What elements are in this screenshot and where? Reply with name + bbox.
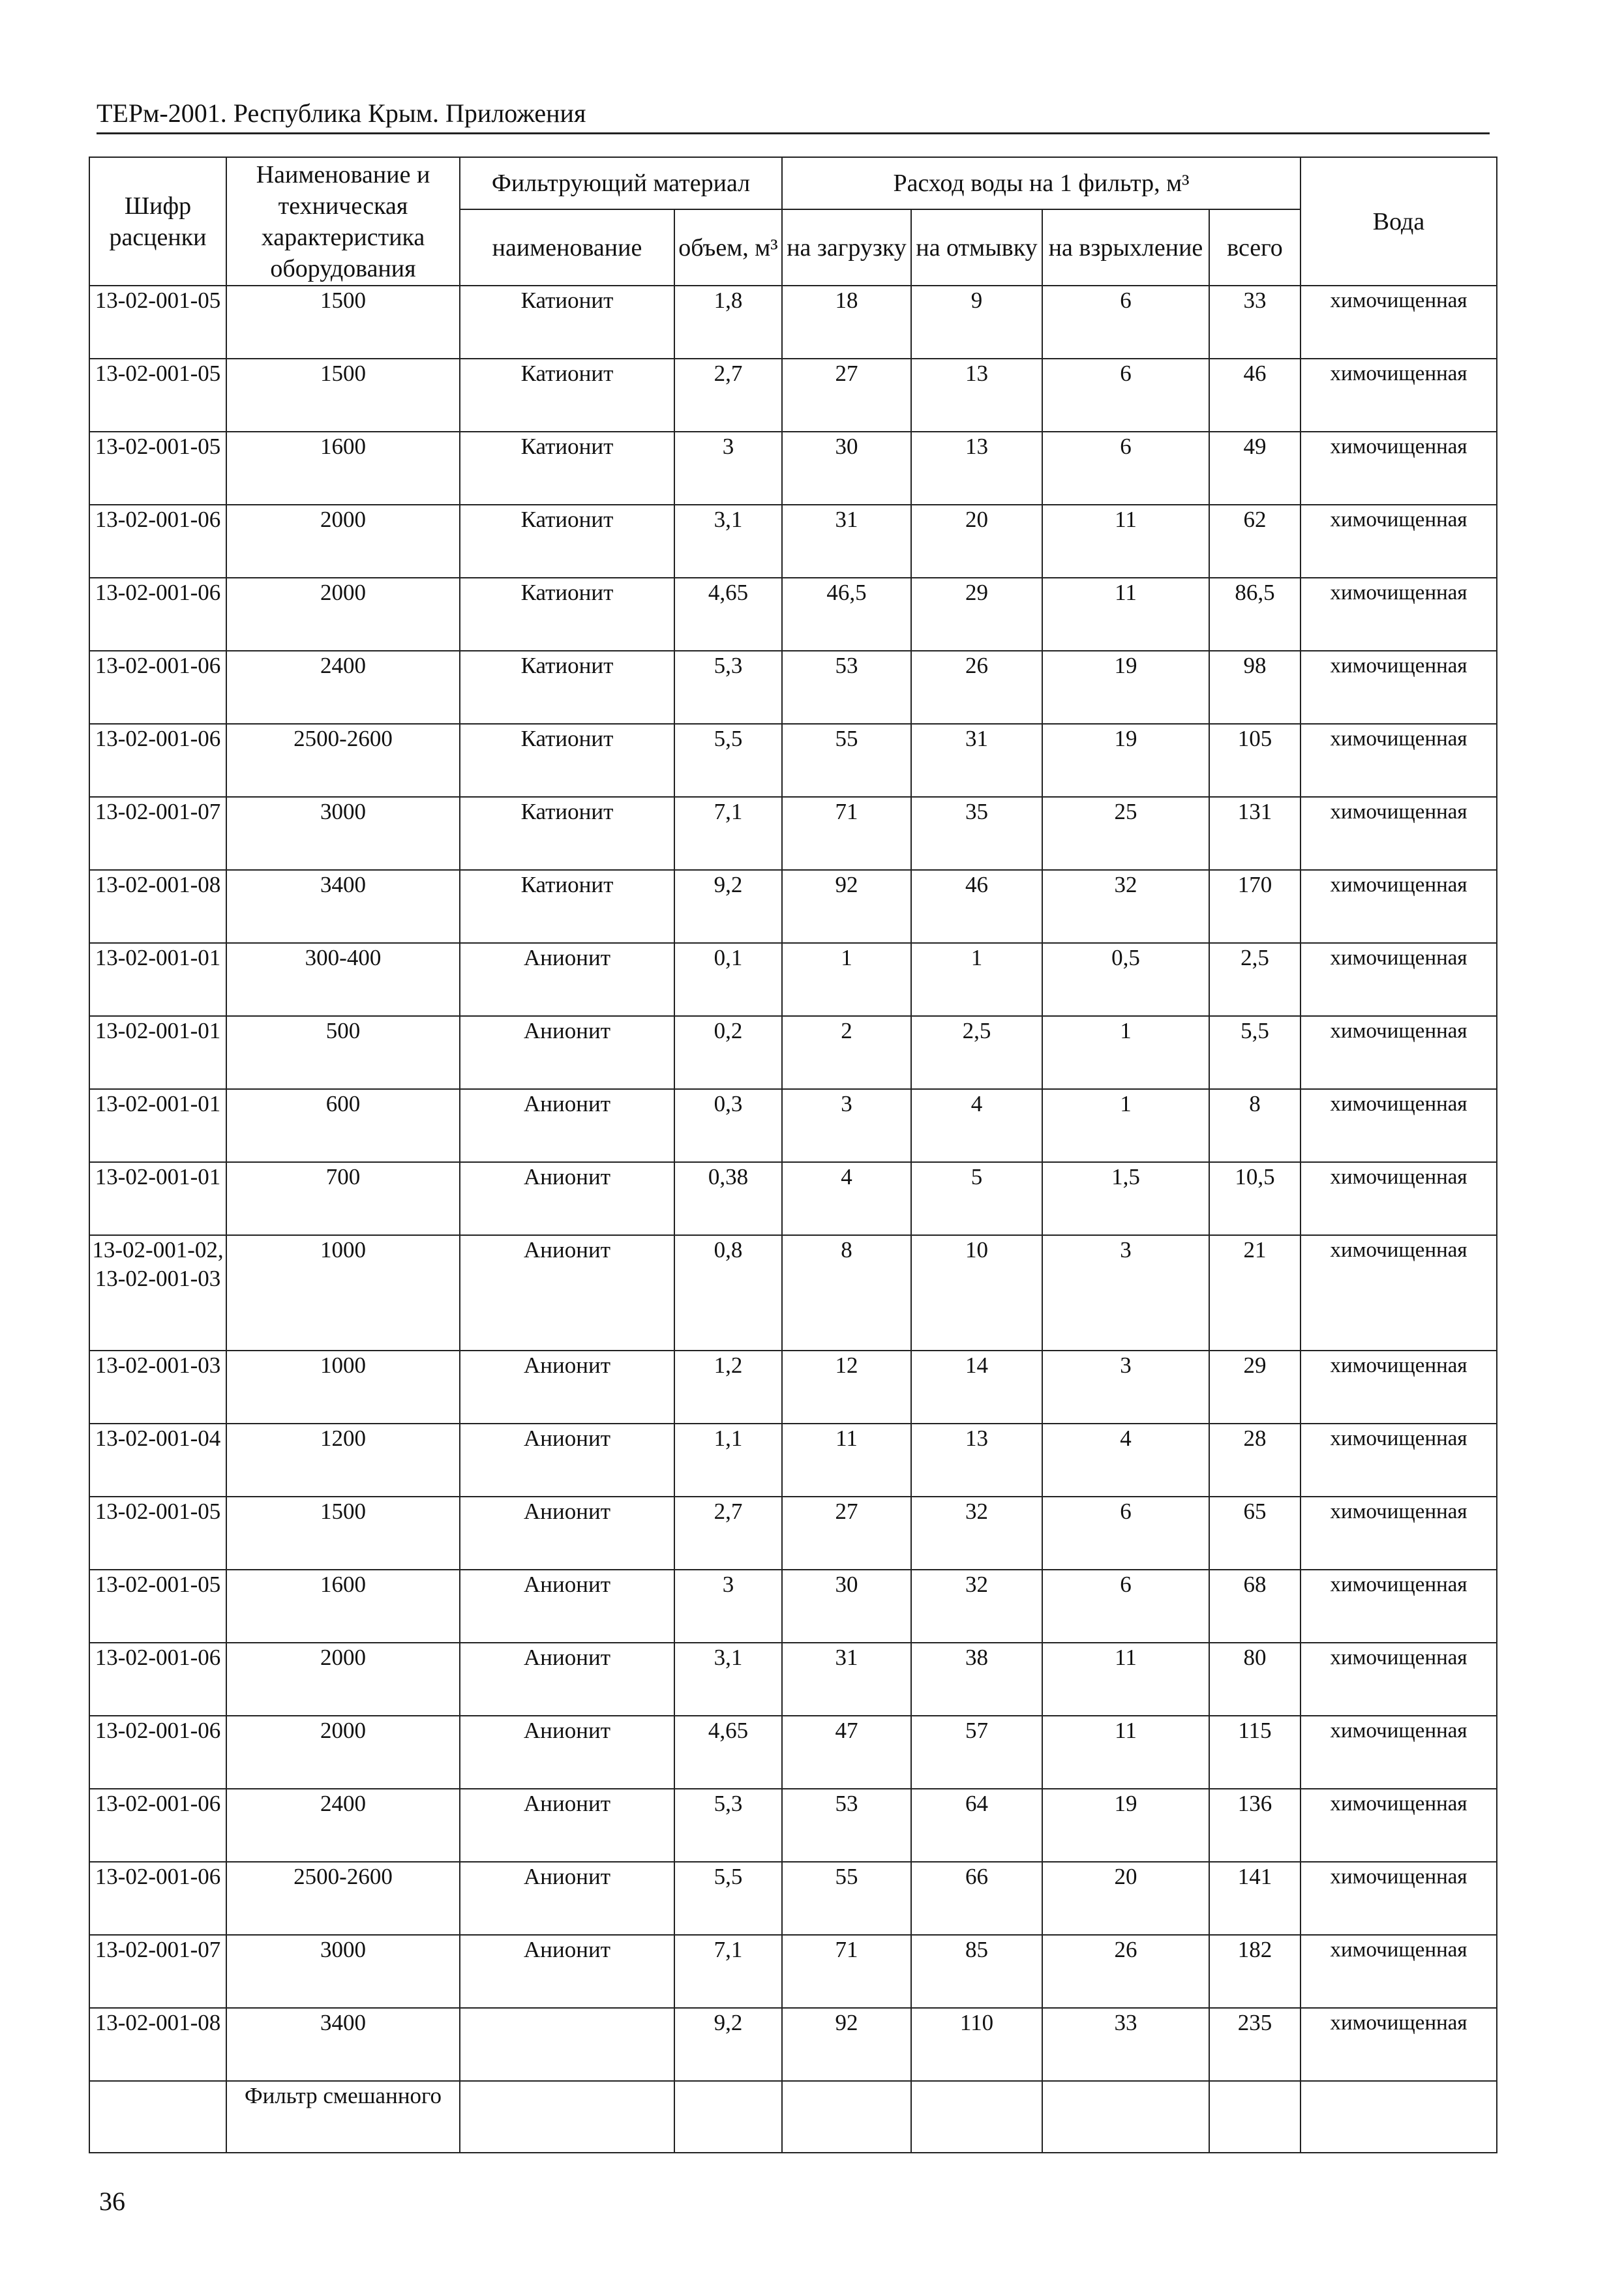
cell-total: 68 (1209, 1570, 1301, 1643)
cell-volume: 4,65 (674, 578, 782, 651)
cell-material: Анионит (460, 1862, 674, 1935)
table-row (89, 797, 1497, 870)
table-row (89, 724, 1497, 797)
cell-material: Анионит (460, 1424, 674, 1497)
header-material-name: наименование (460, 209, 674, 286)
cell-volume: 5,3 (674, 651, 782, 724)
cell-equipment: 1500 (226, 286, 460, 359)
cell-wash: 1 (911, 943, 1042, 1016)
cell-water: химочищенная (1301, 1935, 1497, 2008)
page-header-title: ТЕРм-2001. Республика Крым. Приложения (97, 98, 586, 128)
cell-load: 92 (782, 870, 911, 943)
cell-material: Катионит (460, 870, 674, 943)
cell-wash: 64 (911, 1789, 1042, 1862)
cell-total: 49 (1209, 432, 1301, 505)
cell-volume: 5,5 (674, 724, 782, 797)
cell-volume: 5,5 (674, 1862, 782, 1935)
cell-load: 27 (782, 1497, 911, 1570)
cell-total: 2,5 (1209, 943, 1301, 1016)
cell-loosen: 6 (1042, 432, 1209, 505)
cell-loosen: 33 (1042, 2008, 1209, 2081)
cell-load: 71 (782, 1935, 911, 2008)
cell-water: химочищенная (1301, 724, 1497, 797)
cell-wash: 2,5 (911, 1016, 1042, 1089)
cell-loosen: 32 (1042, 870, 1209, 943)
cell-material: Анионит (460, 943, 674, 1016)
cell-total: 141 (1209, 1862, 1301, 1935)
cell-material: Анионит (460, 1016, 674, 1089)
header-loosen: на взрыхление (1042, 209, 1209, 286)
cell-load: 31 (782, 505, 911, 578)
cell-total: 98 (1209, 651, 1301, 724)
cell-loosen: 19 (1042, 724, 1209, 797)
cell-load: 2 (782, 1016, 911, 1089)
cell-total: 115 (1209, 1716, 1301, 1789)
cell-water: химочищенная (1301, 1643, 1497, 1716)
cell-water: химочищенная (1301, 505, 1497, 578)
cell-total: 131 (1209, 797, 1301, 870)
cell-material: Катионит (460, 724, 674, 797)
cell-equipment: 2400 (226, 651, 460, 724)
cell-code: 13-02-001-05 (89, 1570, 226, 1643)
table-row (89, 1643, 1497, 1716)
cell-material: Анионит (460, 1497, 674, 1570)
page-header (97, 95, 1490, 134)
cell-code: 13-02-001-08 (89, 870, 226, 943)
cell-wash: 13 (911, 432, 1042, 505)
cell-volume: 3 (674, 432, 782, 505)
header-water: Вода (1301, 157, 1497, 286)
table-row (89, 2008, 1497, 2081)
cell-equipment: 1600 (226, 432, 460, 505)
cell-volume: 1,8 (674, 286, 782, 359)
cell-wash: 57 (911, 1716, 1042, 1789)
cell-material: Катионит (460, 651, 674, 724)
cell-material: Катионит (460, 286, 674, 359)
cell-water: химочищенная (1301, 2008, 1497, 2081)
cell-total: 235 (1209, 2008, 1301, 2081)
cell-wash: 46 (911, 870, 1042, 943)
cell-loosen: 19 (1042, 1789, 1209, 1862)
cell-total: 21 (1209, 1235, 1301, 1351)
cell-equipment: 1000 (226, 1235, 460, 1351)
cell-load: 1 (782, 943, 911, 1016)
cell-code: 13-02-001-06 (89, 1862, 226, 1935)
cell-total: 46 (1209, 359, 1301, 432)
cell-material: Катионит (460, 359, 674, 432)
cell-code: 13-02-001-08 (89, 2008, 226, 2081)
cell-water: химочищенная (1301, 943, 1497, 1016)
cell-equipment: 2000 (226, 1643, 460, 1716)
cell-load: 30 (782, 1570, 911, 1643)
cell-water: химочищенная (1301, 578, 1497, 651)
cell-volume: 7,1 (674, 797, 782, 870)
cell-water: химочищенная (1301, 1016, 1497, 1089)
cell-total: 29 (1209, 1351, 1301, 1424)
cell-wash: 5 (911, 1162, 1042, 1235)
cell-wash: 35 (911, 797, 1042, 870)
cell-code: 13-02-001-01 (89, 943, 226, 1016)
cell-volume: 0,8 (674, 1235, 782, 1351)
cell-water: химочищенная (1301, 1789, 1497, 1862)
cell-volume: 9,2 (674, 2008, 782, 2081)
cell-loosen: 11 (1042, 1716, 1209, 1789)
cell-volume: 4,65 (674, 1716, 782, 1789)
cell-load: 27 (782, 359, 911, 432)
cell-volume: 0,3 (674, 1089, 782, 1162)
cell-total: 5,5 (1209, 1016, 1301, 1089)
header-wash: на отмывку (911, 209, 1042, 286)
cell-load: 55 (782, 724, 911, 797)
table-row (89, 1497, 1497, 1570)
cell-wash (911, 2081, 1042, 2153)
table-row (89, 1162, 1497, 1235)
cell-material: Анионит (460, 1570, 674, 1643)
cell-load: 55 (782, 1862, 911, 1935)
cell-code: 13-02-001-07 (89, 797, 226, 870)
cell-equipment: 2500-2600 (226, 1862, 460, 1935)
header-volume: объем, м³ (674, 209, 782, 286)
cell-total: 86,5 (1209, 578, 1301, 651)
table-row (89, 286, 1497, 359)
cell-code: 13-02-001-03 (89, 1351, 226, 1424)
cell-code: 13-02-001-01 (89, 1016, 226, 1089)
table-row (89, 1089, 1497, 1162)
table-row (89, 2081, 1497, 2153)
header-filter-material: Фильтрующий материал (460, 157, 782, 209)
cell-load: 18 (782, 286, 911, 359)
cell-equipment: 2000 (226, 505, 460, 578)
water-consumption-table (89, 157, 1497, 2153)
page-number: 36 (99, 2187, 125, 2216)
cell-equipment: 500 (226, 1016, 460, 1089)
cell-loosen: 1 (1042, 1016, 1209, 1089)
cell-loosen: 11 (1042, 1643, 1209, 1716)
cell-equipment: 300-400 (226, 943, 460, 1016)
cell-loosen: 20 (1042, 1862, 1209, 1935)
cell-total: 182 (1209, 1935, 1301, 2008)
cell-loosen: 1,5 (1042, 1162, 1209, 1235)
cell-wash: 13 (911, 1424, 1042, 1497)
cell-loosen: 6 (1042, 1570, 1209, 1643)
cell-load: 53 (782, 1789, 911, 1862)
cell-water: химочищенная (1301, 870, 1497, 943)
cell-water: химочищенная (1301, 1862, 1497, 1935)
table-row (89, 359, 1497, 432)
cell-code: 13-02-001-06 (89, 505, 226, 578)
cell-code: 13-02-001-05 (89, 286, 226, 359)
cell-loosen: 25 (1042, 797, 1209, 870)
cell-total: 62 (1209, 505, 1301, 578)
cell-water: химочищенная (1301, 1716, 1497, 1789)
cell-volume: 3,1 (674, 1643, 782, 1716)
cell-equipment: 3000 (226, 1935, 460, 2008)
cell-equipment: 2000 (226, 578, 460, 651)
cell-loosen: 6 (1042, 286, 1209, 359)
cell-water: химочищенная (1301, 1424, 1497, 1497)
cell-equipment: 2400 (226, 1789, 460, 1862)
cell-wash: 31 (911, 724, 1042, 797)
cell-code: 13-02-001-05 (89, 432, 226, 505)
cell-total (1209, 2081, 1301, 2153)
cell-water: химочищенная (1301, 286, 1497, 359)
header-equipment: Наименование и техническая характеристика оборудования (226, 157, 460, 286)
cell-material: Анионит (460, 1935, 674, 2008)
table-row (89, 1935, 1497, 2008)
cell-code: 13-02-001-06 (89, 724, 226, 797)
cell-water: химочищенная (1301, 1089, 1497, 1162)
cell-water: химочищенная (1301, 1570, 1497, 1643)
table-row (89, 432, 1497, 505)
cell-equipment: 1200 (226, 1424, 460, 1497)
cell-material: Катионит (460, 432, 674, 505)
cell-load: 11 (782, 1424, 911, 1497)
cell-equipment: 1500 (226, 1497, 460, 1570)
cell-load: 12 (782, 1351, 911, 1424)
cell-code: 13-02-001-06 (89, 1643, 226, 1716)
cell-code: 13-02-001-06 (89, 1716, 226, 1789)
header-water-flow: Расход воды на 1 фильтр, м³ (782, 157, 1301, 209)
cell-wash: 66 (911, 1862, 1042, 1935)
cell-equipment: 1500 (226, 359, 460, 432)
cell-equipment: 3400 (226, 2008, 460, 2081)
cell-wash: 4 (911, 1089, 1042, 1162)
cell-volume: 3 (674, 1570, 782, 1643)
cell-wash: 26 (911, 651, 1042, 724)
cell-loosen: 26 (1042, 1935, 1209, 2008)
table-row (89, 505, 1497, 578)
cell-load: 47 (782, 1716, 911, 1789)
cell-load: 4 (782, 1162, 911, 1235)
header-code: Шифр расценки (89, 157, 226, 286)
table-header (89, 157, 1497, 286)
cell-total: 105 (1209, 724, 1301, 797)
cell-total: 28 (1209, 1424, 1301, 1497)
cell-material: Анионит (460, 1235, 674, 1351)
cell-loosen: 11 (1042, 505, 1209, 578)
header-load: на загрузку (782, 209, 911, 286)
cell-load: 53 (782, 651, 911, 724)
cell-material: Анионит (460, 1643, 674, 1716)
cell-volume: 3,1 (674, 505, 782, 578)
cell-wash: 110 (911, 2008, 1042, 2081)
table-row (89, 1351, 1497, 1424)
cell-wash: 38 (911, 1643, 1042, 1716)
cell-total: 65 (1209, 1497, 1301, 1570)
cell-water: химочищенная (1301, 1351, 1497, 1424)
cell-material: Анионит (460, 1089, 674, 1162)
cell-equipment: 3000 (226, 797, 460, 870)
cell-load: 8 (782, 1235, 911, 1351)
cell-total: 10,5 (1209, 1162, 1301, 1235)
header-total: всего (1209, 209, 1301, 286)
cell-loosen: 4 (1042, 1424, 1209, 1497)
cell-loosen: 0,5 (1042, 943, 1209, 1016)
cell-loosen: 3 (1042, 1235, 1209, 1351)
cell-code: 13-02-001-05 (89, 1497, 226, 1570)
table-row (89, 578, 1497, 651)
cell-loosen: 19 (1042, 651, 1209, 724)
cell-equipment: 2500-2600 (226, 724, 460, 797)
table-row (89, 870, 1497, 943)
table-row (89, 1570, 1497, 1643)
cell-material: Анионит (460, 1351, 674, 1424)
cell-loosen: 6 (1042, 1497, 1209, 1570)
cell-total: 8 (1209, 1089, 1301, 1162)
cell-wash: 32 (911, 1497, 1042, 1570)
cell-wash: 14 (911, 1351, 1042, 1424)
cell-load: 46,5 (782, 578, 911, 651)
cell-equipment: 3400 (226, 870, 460, 943)
cell-loosen: 3 (1042, 1351, 1209, 1424)
cell-code (89, 2081, 226, 2153)
cell-volume: 1,1 (674, 1424, 782, 1497)
cell-loosen: 6 (1042, 359, 1209, 432)
cell-total: 136 (1209, 1789, 1301, 1862)
cell-water: химочищенная (1301, 432, 1497, 505)
cell-total: 33 (1209, 286, 1301, 359)
cell-loosen: 1 (1042, 1089, 1209, 1162)
table-row (89, 943, 1497, 1016)
cell-equipment: 600 (226, 1089, 460, 1162)
cell-code: 13-02-001-01 (89, 1089, 226, 1162)
table-row (89, 1235, 1497, 1351)
cell-wash: 9 (911, 286, 1042, 359)
cell-total: 80 (1209, 1643, 1301, 1716)
cell-code: 13-02-001-01 (89, 1162, 226, 1235)
cell-code: 13-02-001-06 (89, 578, 226, 651)
table-row (89, 1016, 1497, 1089)
cell-water: химочищенная (1301, 797, 1497, 870)
cell-code: 13-02-001-05 (89, 359, 226, 432)
cell-water: химочищенная (1301, 1497, 1497, 1570)
table-row (89, 1789, 1497, 1862)
cell-load: 30 (782, 432, 911, 505)
cell-equipment: 2000 (226, 1716, 460, 1789)
cell-volume: 2,7 (674, 1497, 782, 1570)
cell-code: 13-02-001-06 (89, 651, 226, 724)
cell-volume: 2,7 (674, 359, 782, 432)
table-body (89, 286, 1497, 2153)
cell-material (460, 2008, 674, 2081)
cell-load: 92 (782, 2008, 911, 2081)
cell-load: 31 (782, 1643, 911, 1716)
cell-equipment: 700 (226, 1162, 460, 1235)
cell-wash: 10 (911, 1235, 1042, 1351)
cell-wash: 85 (911, 1935, 1042, 2008)
cell-water: химочищенная (1301, 359, 1497, 432)
cell-equipment: 1600 (226, 1570, 460, 1643)
cell-material: Анионит (460, 1162, 674, 1235)
cell-code: 13-02-001-04 (89, 1424, 226, 1497)
cell-material: Анионит (460, 1716, 674, 1789)
cell-wash: 32 (911, 1570, 1042, 1643)
cell-water (1301, 2081, 1497, 2153)
cell-code: 13-02-001-07 (89, 1935, 226, 2008)
cell-volume: 5,3 (674, 1789, 782, 1862)
cell-wash: 13 (911, 359, 1042, 432)
cell-material (460, 2081, 674, 2153)
cell-equipment: Фильтр смешанного (226, 2081, 460, 2153)
cell-material: Катионит (460, 797, 674, 870)
cell-volume: 1,2 (674, 1351, 782, 1424)
cell-loosen (1042, 2081, 1209, 2153)
cell-load: 71 (782, 797, 911, 870)
cell-water: химочищенная (1301, 1162, 1497, 1235)
table-row (89, 651, 1497, 724)
cell-equipment: 1000 (226, 1351, 460, 1424)
cell-volume: 0,1 (674, 943, 782, 1016)
cell-material: Катионит (460, 505, 674, 578)
cell-water: химочищенная (1301, 1235, 1497, 1351)
cell-load: 3 (782, 1089, 911, 1162)
cell-volume: 0,38 (674, 1162, 782, 1235)
cell-total: 170 (1209, 870, 1301, 943)
table-row (89, 1862, 1497, 1935)
cell-code: 13-02-001-06 (89, 1789, 226, 1862)
table-row (89, 1424, 1497, 1497)
table-row (89, 1716, 1497, 1789)
cell-water: химочищенная (1301, 651, 1497, 724)
cell-wash: 29 (911, 578, 1042, 651)
cell-load (782, 2081, 911, 2153)
cell-volume: 0,2 (674, 1016, 782, 1089)
cell-volume: 7,1 (674, 1935, 782, 2008)
cell-loosen: 11 (1042, 578, 1209, 651)
cell-volume: 9,2 (674, 870, 782, 943)
cell-code: 13-02-001-02, 13-02-001-03 (89, 1235, 226, 1351)
cell-volume (674, 2081, 782, 2153)
cell-material: Анионит (460, 1789, 674, 1862)
cell-material: Катионит (460, 578, 674, 651)
cell-wash: 20 (911, 505, 1042, 578)
